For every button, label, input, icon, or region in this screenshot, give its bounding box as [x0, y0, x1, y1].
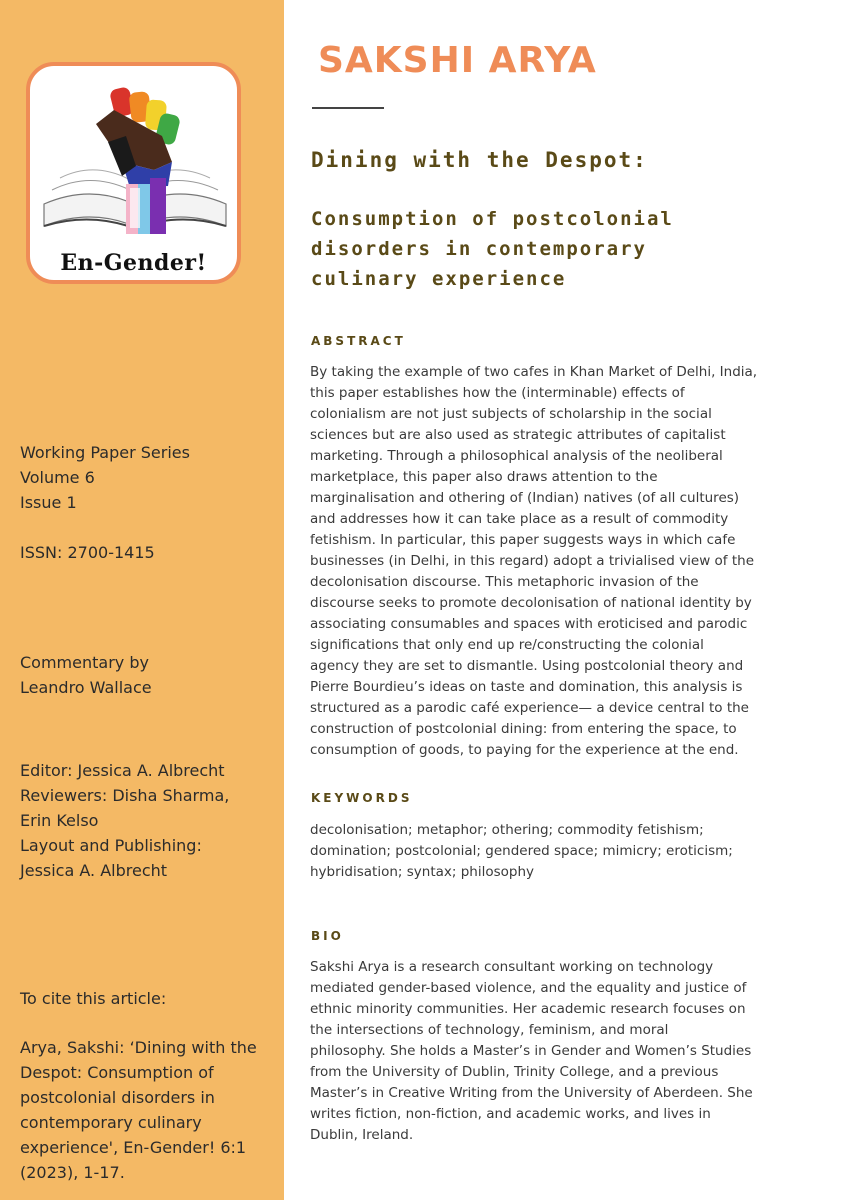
abstract-line: structured as a parodic café experience— a device central to the: [310, 700, 749, 716]
abstract-heading: ABSTRACT: [311, 334, 406, 348]
abstract-line: discourse seeks to promote decolonisation of national identity by: [310, 595, 752, 611]
sidebar: [0, 0, 284, 1200]
paper-subtitle: [311, 204, 831, 294]
divider: [312, 107, 384, 109]
logo-text: En-Gender!: [60, 250, 207, 276]
citation-line: experience', En-Gender! 6:1: [20, 1138, 247, 1157]
abstract-line: construction of postcolonial dining: from entering the space, to: [310, 721, 737, 737]
citation-line: Arya, Sakshi: ‘Dining with the: [20, 1038, 257, 1057]
commentary-author: Leandro Wallace: [20, 678, 152, 697]
abstract-line: marginalisation and othering of (Indian) natives (of all cultures): [310, 490, 740, 506]
volume: Volume 6: [20, 468, 95, 487]
abstract-line: this paper establishes how the (interminable) effects of: [310, 385, 685, 401]
series-name: Working Paper Series: [20, 443, 190, 462]
abstract-line: marketing. Through a philosophical analysis of the neoliberal: [310, 448, 723, 464]
abstract-line: By taking the example of two cafes in Khan Market of Delhi, India,: [310, 364, 758, 380]
reviewers: Reviewers: Disha Sharma,: [20, 786, 230, 805]
bio-line: mediated gender-based violence, and the equality and justice of: [310, 980, 747, 996]
citation: [20, 1035, 278, 1185]
commentary-label: Commentary by: [20, 653, 149, 672]
journal-logo: [26, 62, 241, 284]
abstract-line: businesses (in Delhi, in this regard) adopt a trivialised view of the: [310, 553, 755, 569]
bio-line: Dublin, Ireland.: [310, 1127, 414, 1143]
abstract-line: fetishism. In particular, this paper suggests ways in which cafe: [310, 532, 736, 548]
subtitle-line: Consumption of postcolonial: [311, 208, 674, 230]
citation-line: (2023), 1-17.: [20, 1163, 125, 1182]
abstract-line: marketplace, this paper also draws attention to the: [310, 469, 658, 485]
abstract-line: sciences but are also used as strategic attributes of capitalist: [310, 427, 726, 443]
citation-line: postcolonial disorders in: [20, 1088, 215, 1107]
bio-line: ethnic minority communities. Her academic research focuses on: [310, 1001, 746, 1017]
abstract-line: significations that only end up re/constructing the colonial: [310, 637, 704, 653]
keywords-line: decolonisation; metaphor; othering; commodity fetishism;: [310, 822, 704, 838]
abstract-line: Pierre Bourdieu’s ideas on taste and domination, this analysis is: [310, 679, 743, 695]
subtitle-line: culinary experience: [311, 268, 567, 290]
issn-text: ISSN: 2700-1415: [20, 543, 155, 562]
bio-heading: BIO: [311, 929, 344, 943]
issue: Issue 1: [20, 493, 77, 512]
author-name: SAKSHI ARYA: [318, 40, 597, 81]
abstract-line: colonialism are not just subjects of scholarship in the social: [310, 406, 712, 422]
keywords-heading: KEYWORDS: [311, 791, 413, 805]
bio-line: Sakshi Arya is a research consultant working on technology: [310, 959, 714, 975]
abstract-line: agency they are set to dismantle. Using postcolonial theory and: [310, 658, 744, 674]
reviewers-cont: Erin Kelso: [20, 811, 99, 830]
issn: [20, 540, 278, 565]
citation-line: contemporary culinary: [20, 1113, 202, 1132]
bio-line: Master’s in Creative Writing from the University of Aberdeen. She: [310, 1085, 753, 1101]
abstract-line: consumption of goods, to paying for the experience at the end.: [310, 742, 739, 758]
bio-line: philosophy. She holds a Master’s in Gender and Women’s Studies: [310, 1043, 752, 1059]
bio-text: [310, 957, 830, 1146]
abstract-line: decolonisation discourse. This metaphoric invasion of the: [310, 574, 699, 590]
cite-heading-text: To cite this article:: [20, 989, 167, 1008]
layout-label: Layout and Publishing:: [20, 836, 202, 855]
bio-line: writes fiction, non-fiction, and academic works, and lives in: [310, 1106, 711, 1122]
series-info: [20, 440, 278, 515]
bio-line: from the University of Dublin, Trinity College, and a previous: [310, 1064, 719, 1080]
abstract-line: and addresses how it can take place as a result of commodity: [310, 511, 729, 527]
editor: Editor: Jessica A. Albrecht: [20, 761, 225, 780]
layout-name: Jessica A. Albrecht: [20, 861, 168, 880]
abstract-text: [310, 362, 830, 761]
keywords-text: [310, 820, 830, 883]
paper-title: Dining with the Despot:: [311, 148, 648, 172]
citation-line: Despot: Consumption of: [20, 1063, 214, 1082]
bio-line: the intersections of technology, feminism, and moral: [310, 1022, 669, 1038]
cite-heading: [20, 986, 278, 1011]
commentary-info: [20, 650, 278, 700]
keywords-line: domination; postcolonial; gendered space; mimicry; eroticism;: [310, 843, 733, 859]
keywords-line: hybridisation; syntax; philosophy: [310, 864, 535, 880]
editorial-credits: [20, 758, 278, 883]
subtitle-line: disorders in contemporary: [311, 238, 647, 260]
abstract-line: associating consumables and spaces with eroticised and parodic: [310, 616, 748, 632]
